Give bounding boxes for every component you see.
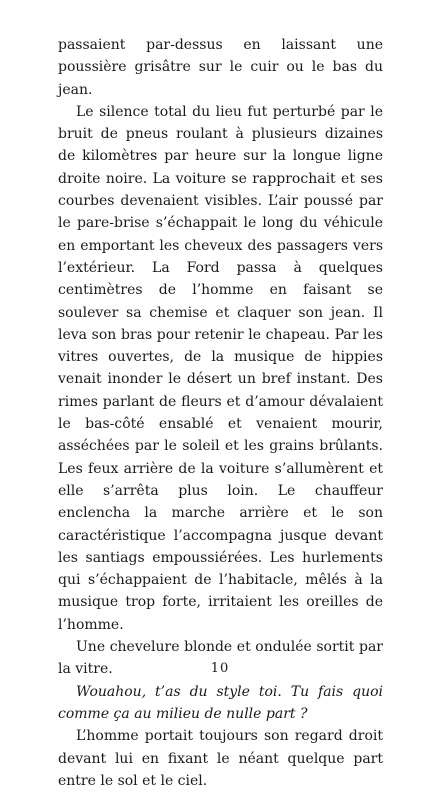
page-text-block (58, 34, 383, 792)
paragraph-blonde-hair: Une chevelure blonde et ondulée sortit par la vitre. (58, 639, 383, 678)
paragraph-dialogue: Wouahou, t’as du style toi. Tu fais quoi comme ça au milieu de nulle part ? (58, 683, 383, 722)
paragraph-continuation: passaient par-dessus en laissant une poussière grisâtre sur le cuir ou le bas du jean. (58, 37, 383, 98)
paragraph-man-gaze: L’homme portait toujours son regard droit devant lui en fixant le néant quelque part entre le sol et le ciel. (58, 728, 383, 789)
paragraph-silence: Le silence total du lieu fut perturbé par le bruit de pneus roulant à plusieurs dizaines de kilomètres par heure sur la longue ligne droite noire. La voiture se rapprochait et ses courbes devenaient visibles. L’air poussé par le pare-brise s’échappait le long du véhicule en emportant les cheveux des passagers vers l’extérieur. La Ford passa à quelques centimètres de l’homme en faisant se soulever sa chemise et claquer son jean. Il leva son bras pour retenir le chapeau. Par les vitres ouvertes, de la musique de hippies venait inonder le désert un bref instant. Des rimes parlant de fleurs et d’amour dévalaient le bas-côté ensablé et venaient mourir, asséchées par le soleil et les grains brûlants. Les feux arrière de la voiture s’allumèrent et elle s’arrêta plus loin. Le chauffeur enclencha la marche arrière et le son caractéristique l’accompagna jusque devant les santiags empoussiérées. Les hurlements qui s’échappaient de l’habitacle, mêlés à la musique trop forte, irritaient les oreilles de l’homme. (58, 103, 383, 633)
page-number: 10 (210, 661, 230, 676)
